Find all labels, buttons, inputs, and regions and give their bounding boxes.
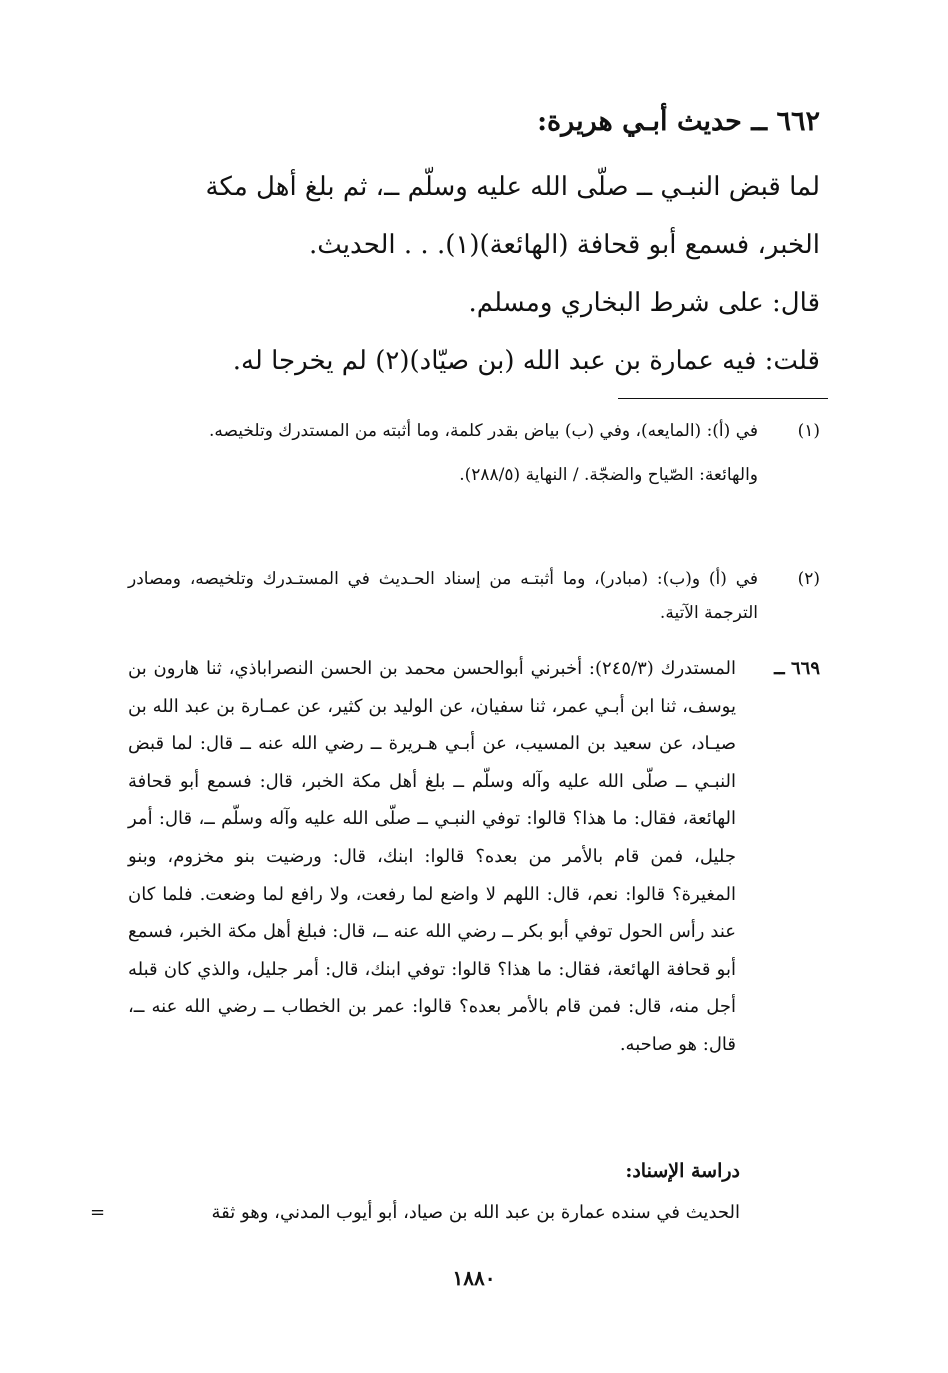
hadith-text-line: الخبر، فسمع أبو قحافة (الهائعة)(١). . . الحديث. (309, 230, 820, 260)
entry-text: المستدرك (٢٤٥/٣): أخبرني أبوالحسن محمد بن الحسن النصراباذي، ثنا هارون بن يوسف، ثنا ابن أبـي عمر، ثنا سفيان، عن الوليد بن كثير، عن عمـارة بن عبد الله بن صيـاد، عن سعيد بن المسيب، عن أبـي هـريرة ــ رضي الله عنه ــ قال: لما قبض النبـي ــ صلّى الله عليه وآله وسلّم ــ بلغ أهل مكة الخبر، قال: فسمع أبو قحافة الهائعة، فقال: ما هذا؟ قالوا: توفي النبـي ــ صلّى الله عليه وآله وسلّم ــ، قال: أمر جليل، فمن قام بالأمر من بعده؟ قالوا: ابنك، قال: ورضيت بنو مخزوم، وبنو المغيرة؟ قالوا: نعم، قال: اللهم لا واضع لما رفعت، ولا رافع لما وضعت. فلما كان عند رأس الحول توفي أبو بكر ــ رضي الله عنه ــ، قال: فبلغ أهل مكة الخبر، فسمع أبو قحافة الهائعة، فقال: ما هذا؟ قالوا: توفي ابنك، قال: أمر جليل، والذي كان قبله أجل منه، قال: فمن قام بالأمر بعده؟ قالوا: عمر بن الخطاب ــ رضي الله عنه ــ، قال: هو صاحبه. (128, 658, 736, 1055)
footnote-text: في (أ): (المايعه)، وفي (ب) بياض بقدر كلمة، وما أثبته من المستدرك وتلخيصه. (208, 421, 758, 441)
footnote-text: والهائعة: الصّياح والضجّة. / النهاية (٢٨٨/٥). (459, 465, 758, 485)
footnote-text: في (أ) و(ب): (مبادر)، وما أثبتـه من إسناد الحـديث في المستـدرك وتلخيصه، ومصادر الترجمة الآتية. (128, 569, 758, 623)
continuation-mark: = (90, 1202, 106, 1223)
footnote-number: (١) (797, 421, 820, 441)
footnote-number: (٢) (797, 569, 820, 589)
page-number: ١٨٨٠ (452, 1266, 496, 1290)
source-entry (128, 650, 820, 1064)
hadith-heading (128, 104, 820, 139)
study-text: الحديث في سنده عمارة بن عبد الله بن صياد، أبو أيوب المدني، وهو ثقة (211, 1202, 740, 1223)
hadith-body (128, 158, 820, 390)
footnote-1 (128, 414, 820, 492)
hadith-dash: ــ (751, 106, 768, 137)
hadith-qultu: قلت: فيه عمارة بن عبد الله (بن صيّاد)(٢) لم يخرجا له. (232, 346, 820, 376)
footnote-2 (128, 562, 820, 630)
footnote-separator (618, 398, 828, 399)
hadith-number: ٦٦٢ (776, 106, 820, 137)
hadith-text-line: لما قبض النبـي ــ صلّى الله عليه وسلّم ــ، ثم بلغ أهل مكة (205, 172, 820, 202)
hadith-title: حديث أبـي هريرة: (537, 106, 742, 137)
hadith-qala: قال: على شرط البخاري ومسلم. (468, 288, 820, 318)
study-heading: دراسة الإسناد: (625, 1160, 740, 1182)
entry-number: ٦٦٩ ــ (774, 658, 820, 679)
